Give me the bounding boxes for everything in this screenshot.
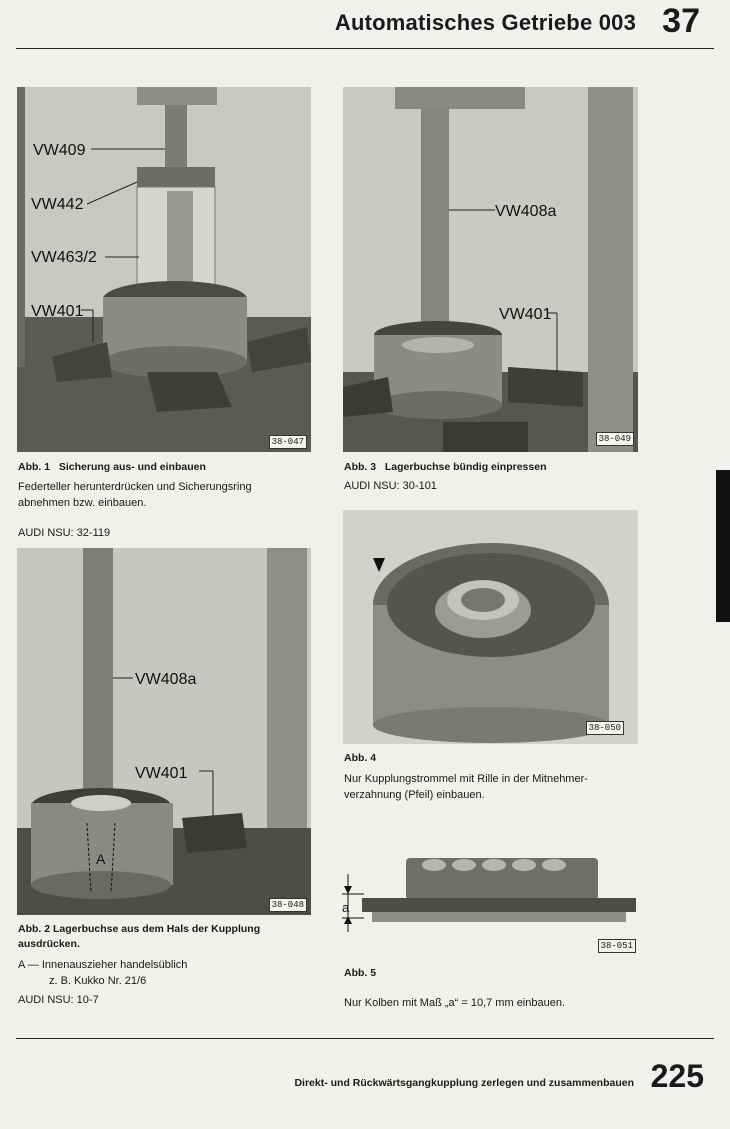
label-vw409: VW409 bbox=[33, 142, 86, 159]
caption-label: Abb. 1 bbox=[18, 461, 51, 473]
figure-3-photo bbox=[343, 87, 638, 452]
figure-2-text: A — Innenauszieher handelsüblich z. B. Kukko Nr. 21/6 bbox=[18, 959, 188, 987]
photo-number: 38-050 bbox=[586, 721, 624, 735]
dimension-a-label: a bbox=[342, 900, 350, 915]
label-a: A bbox=[96, 851, 106, 867]
figure-4-caption: Abb. 4 bbox=[344, 752, 377, 764]
chapter-tab-marker bbox=[716, 470, 730, 622]
figure-5-drawing bbox=[338, 850, 640, 956]
figure-1-photo bbox=[17, 87, 311, 452]
label-vw442: VW442 bbox=[31, 196, 84, 213]
label-vw401: VW401 bbox=[135, 765, 188, 782]
caption-title: Lagerbuchse bündig einpressen bbox=[384, 461, 547, 473]
caption-title: Sicherung aus- und einbauen bbox=[58, 461, 206, 473]
page-title: Automatisches Getriebe 003 bbox=[334, 10, 636, 35]
photo-number: 38-049 bbox=[596, 432, 634, 446]
label-vw401: VW401 bbox=[31, 303, 84, 320]
photo-number: 38-051 bbox=[598, 939, 636, 953]
figure-2-photo bbox=[17, 548, 311, 915]
photo-number: 38-048 bbox=[269, 898, 307, 912]
figure-3-reference: AUDI NSU: 30-101 bbox=[344, 480, 437, 492]
caption-label: Abb. 3 bbox=[344, 461, 377, 473]
figure-4-photo bbox=[343, 510, 638, 744]
figure-5-text: Nur Kolben mit Maß „a“ = 10,7 mm einbauen. bbox=[344, 997, 566, 1009]
photo-number: 38-047 bbox=[269, 435, 307, 449]
label-vw401: VW401 bbox=[499, 306, 552, 323]
figure-2-caption: Abb. 2 Lagerbuchse aus dem Hals der Kupplung ausdrücken. bbox=[18, 923, 261, 950]
footer-section-title: Direkt- und Rückwärtsgangkupplung zerlegen und zusammenbauen bbox=[294, 1077, 634, 1089]
header-rule bbox=[16, 48, 714, 49]
figure-5-caption: Abb. 5 bbox=[344, 967, 377, 979]
label-vw463-2: VW463/2 bbox=[31, 249, 97, 266]
figure-1-reference: AUDI NSU: 32-119 bbox=[18, 527, 111, 539]
figure-1-text: Federteller herunterdrücken und Sicherungsring abnehmen bzw. einbauen. bbox=[18, 481, 252, 509]
footer-page-number: 225 bbox=[650, 1058, 704, 1094]
label-vw408a: VW408a bbox=[135, 671, 197, 688]
figure-3-caption bbox=[344, 461, 546, 473]
figure-1-caption bbox=[18, 461, 206, 473]
footer-rule bbox=[16, 1038, 714, 1039]
figure-2-reference: AUDI NSU: 10-7 bbox=[18, 994, 99, 1006]
figure-4-text: Nur Kupplungstrommel mit Rille in der Mitnehmer- verzahnung (Pfeil) einbauen. bbox=[344, 773, 588, 801]
page-section-number: 37 bbox=[662, 2, 700, 40]
label-vw408a: VW408a bbox=[495, 203, 557, 220]
